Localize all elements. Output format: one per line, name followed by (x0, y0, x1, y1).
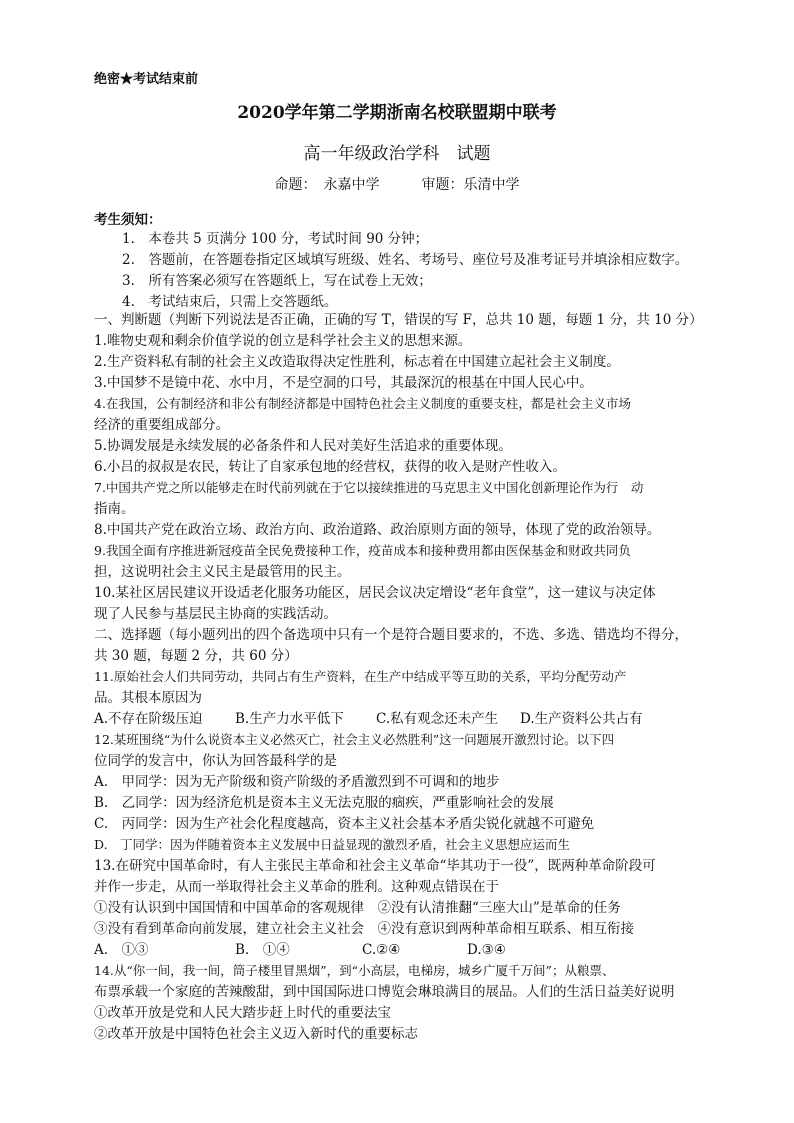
exam-title: 2020学年第二学期浙南名校联盟期中联考 (237, 103, 557, 123)
question-line: 6.小吕的叔叔是农民，转让了自家承包地的经营权，获得的收入是财产性收入。 (94, 459, 566, 475)
notice-item: 2. 答题前，在答题卷指定区域填写班级、姓名、考场号、座位号及准考证号并填涂相应数字。 (122, 252, 689, 268)
q13-stem-cont: 并作一步走，从而一举取得社会主义革命的胜利。这种观点错误在于 (94, 879, 499, 895)
exam-subtitle: 高一年级政治学科 试题 (303, 144, 491, 164)
question-line: 4.在我国，公有制经济和非公有制经济都是中国特色社会主义制度的重要支柱，都是社会主义市场 (94, 396, 631, 411)
q11-stem: 11.原始社会人们共同劳动，共同占有生产资料，在生产中结成平等互助的关系，平均分配劳动产 (94, 669, 627, 684)
exam-authors: 命题： 永嘉中学 审题：乐清中学 (274, 177, 520, 193)
q12-option-c: C. 丙同学：因为生产社会化程度越高，资本主义社会基本矛盾尖锐化就越不可避免 (94, 816, 595, 832)
q11-option-c: C.私有观念还未产生 (376, 711, 499, 727)
q13-option-b: B. ①④ (235, 942, 290, 958)
q11-option-b: B.生产力水平低下 (235, 711, 344, 727)
q13-option-a: A. ①③ (94, 942, 149, 958)
q11-stem-cont: 品。其根本原因为 (94, 690, 202, 706)
notice-item: 1. 本卷共 5 页满分 100 分，考试时间 90 分钟； (122, 231, 429, 247)
q12-option-d: D. 丁同学：因为伴随着资本主义发展中日益显现的激烈矛盾，社会主义思想应运而生 (94, 837, 571, 852)
question-line: 经济的重要组成部分。 (94, 417, 229, 433)
question-line: 现了人民参与基层民主协商的实践活动。 (94, 606, 337, 622)
section2-heading: 二、选择题（每小题列出的四个备选项中只有一个是符合题目要求的，不选、多选、错选均不得分， (94, 627, 688, 643)
q12-option-a: A. 甲同学：因为无产阶级和资产阶级的矛盾激烈到不可调和的地步 (94, 774, 500, 790)
section1-heading: 一、判断题（判断下列说法是否正确，正确的写 T，错误的写 F，总共 10 题，每题 1 分，共 10 分） (94, 312, 703, 328)
question-line: 2.生产资料私有制的社会主义改造取得决定性胜利，标志着在中国建立起社会主义制度。 (94, 354, 620, 370)
q12-stem: 12.某班围绕“为什么说资本主义必然灭亡，社会主义必然胜利”这一问题展开激烈讨论。以下四 (94, 732, 615, 747)
notice-item: 4. 考试结束后，只需上交答题纸。 (122, 294, 338, 310)
section2-heading-cont: 共 30 题，每题 2 分，共 60 分） (94, 648, 298, 664)
q12-stem-cont: 位同学的发言中，你认为回答最科学的是 (94, 753, 337, 769)
q14-item: ①改革开放是党和人民大踏步赶上时代的重要法宝 (94, 1005, 391, 1021)
q13-item: ①没有认识到中国国情和中国革命的客观规律 ②没有认清推翻“三座大山”是革命的任务 (94, 900, 621, 916)
notice-item: 3. 所有答案必须写在答题纸上，写在试卷上无效； (122, 273, 432, 289)
q11-option-a: A.不存在阶级压迫 (94, 711, 203, 727)
notice-heading: 考生须知： (94, 212, 162, 228)
q11-option-d: D.生产资料公共占有 (520, 711, 643, 727)
question-line: 8.中国共产党在政治立场、政治方向、政治道路、政治原则方面的领导，体现了党的政治领导。 (94, 522, 661, 538)
q14-stem: 14.从“你一间，我一间，筒子楼里冒黑烟”，到“小高层，电梯房，城乡广厦千万间”；从粮票、 (94, 963, 615, 978)
question-line: 担，这说明社会主义民主是最管用的民主。 (94, 564, 351, 580)
question-line: 10.某社区居民建议开设适老化服务功能区，居民会议决定增设“老年食堂”，这一建议与决定体 (94, 585, 656, 601)
question-line: 5.协调发展是永续发展的必备条件和人民对美好生活追求的重要体现。 (94, 438, 512, 454)
q13-option-d: D.③④ (467, 942, 506, 958)
q14-stem-cont: 布票承载一个家庭的苦辣酸甜，到中国国际进口博览会琳琅满目的展品。人们的生活日益美好说明 (94, 984, 675, 1000)
q14-item: ②改革开放是中国特色社会主义迈入新时代的重要标志 (94, 1026, 418, 1042)
q12-option-b: B. 乙同学：因为经济危机是资本主义无法克服的痼疾，严重影响社会的发展 (94, 795, 554, 811)
question-line: 1.唯物史观和剩余价值学说的创立是科学社会主义的思想来源。 (94, 333, 472, 349)
question-line: 7.中国共产党之所以能够走在时代前列就在于它以接续推进的马克思主义中国化创新理论作为行 动 (94, 480, 644, 495)
question-line: 3.中国梦不是镜中花、水中月，不是空洞的口号，其最深沉的根基在中国人民心中。 (94, 375, 593, 391)
q13-option-c: C.②④ (362, 942, 401, 958)
question-line: 9.我国全面有序推进新冠疫苗全民免费接种工作，疫苗成本和接种费用都由医保基金和财政共同负 (94, 543, 631, 558)
confidential-label: 绝密★考试结束前 (94, 72, 199, 87)
question-line: 指南。 (94, 501, 135, 517)
q13-stem: 13.在研究中国革命时，有人主张民主革命和社会主义革命“毕其功于一役”，既两种革命阶段可 (94, 858, 656, 874)
q13-item: ③没有看到革命向前发展，建立社会主义社会 ④没有意识到两种革命相互联系、相互衔接 (94, 921, 634, 937)
